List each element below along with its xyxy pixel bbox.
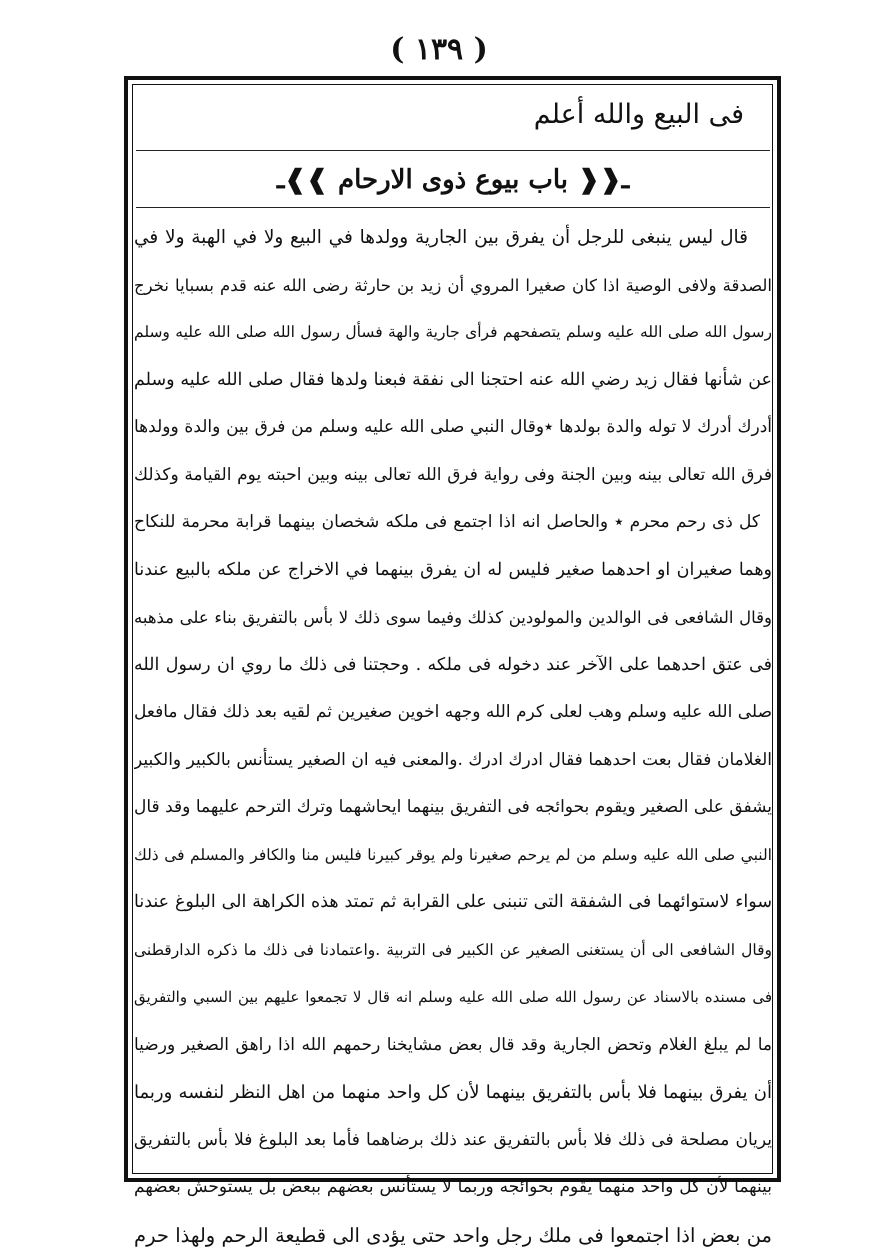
text-line: يريان مصلحة فى ذلك فلا بأس بالتفريق عند ذلك برضاهما فأما بعد البلوغ فلا بأس بالتفريق	[134, 1117, 772, 1165]
text-line: أدرك أدرك لا توله والدة بولدها ٭وقال النبي صلى الله عليه وسلم من فرق بين والدة وولدها	[134, 404, 772, 452]
text-line: كل ذى رحم محرم ٭ والحاصل انه اذا اجتمع فى ملكه شخصان بينهما قرابة محرمة للنكاح	[134, 499, 772, 547]
text-line: الغلامان فقال بعت احدهما فقال ادرك ادرك .والمعنى فيه ان الصغير يستأنس بالكبير والكبير	[134, 737, 772, 785]
text-line: قال ليس ينبغى للرجل أن يفرق بين الجارية وولدها في البيع ولا في الهبة ولا في	[134, 214, 772, 262]
text-line: سواء لاستوائهما فى الشفقة التى تنبنى على القرابة ثم تمتد هذه الكراهة الى البلوغ عندنا	[134, 879, 772, 927]
text-line: رسول الله صلى الله عليه وسلم يتصفحهم فرأى جارية والهة فسأل رسول الله صلى الله عليه وسلم	[134, 309, 772, 357]
chapter-title: باب بيوع ذوى الارحام	[338, 165, 568, 195]
text-line: صلى الله عليه وسلم وهب لعلى كرم الله وجهه اخوين صغيرين ثم لقيه بعد ذلك فقال مافعل	[134, 689, 772, 737]
text-line: وقال الشافعى فى الوالدين والمولودين كذلك وفيما سوى ذلك لا بأس بالتفريق بناء على مذهبه	[134, 594, 772, 642]
text-line: فى عتق احدهما على الآخر عند دخوله فى ملكه . وحجتنا فى ذلك ما روي ان رسول الله	[134, 642, 772, 690]
chapter-heading	[136, 154, 770, 206]
heading-top-rule	[136, 150, 770, 151]
previous-section-closing-line: فى البيع والله أعلم	[224, 90, 754, 140]
heading-bottom-rule	[136, 207, 770, 208]
text-line: يشفق على الصغير ويقوم بحوائجه فى التفريق بينهما ايحاشهما وترك الترحم عليهما وقد قال	[134, 784, 772, 832]
text-line: ما لم يبلغ الغلام وتحض الجارية وقد قال بعض مشايخنا رحمهم الله اذا راهق الصغير ورضيا	[134, 1022, 772, 1070]
text-line: الصدقة ولافى الوصية اذا كان صغيرا المروي أن زيد بن حارثة رضى الله عنه قدم بسبايا نخرج	[134, 262, 772, 310]
body-text	[134, 214, 772, 1259]
ornament-left-icon: ❱❱ـ	[277, 165, 328, 195]
text-line: من بعض اذا اجتمعوا فى ملك رجل واحد حتى يؤدى الى قطيعة الرحم ولهذا حرم	[134, 1212, 772, 1259]
text-line: عن شأنها فقال زيد رضي الله عنه احتجنا الى نفقة فبعنا ولدها فقال صلى الله عليه وسلم	[134, 357, 772, 405]
text-line: بينهما لأن كل واحد منهما يقوم بحوائجه وربما لا يستأنس بعضهم ببعض بل يستوحش بعضهم	[134, 1164, 772, 1212]
text-line: فرق الله تعالى بينه وبين الجنة وفى رواية فرق الله تعالى بينه وبين احبته يوم القيامة وكذلك	[134, 452, 772, 500]
page-number: ( ١٣٩ )	[0, 30, 878, 70]
text-line: فى مسنده بالاسناد عن رسول الله صلى الله عليه وسلم انه قال لا تجمعوا عليهم بين السبي والتفريق	[134, 974, 772, 1022]
text-line: وقال الشافعى الى أن يستغنى الصغير عن الكبير فى التربية .واعتمادنا فى ذلك ما ذكره الدارقطنى	[134, 927, 772, 975]
ornament-right-icon: ـ❰❰	[578, 165, 629, 195]
text-line: النبي صلى الله عليه وسلم من لم يرحم صغيرنا ولم يوقر كبيرنا فليس منا والكافر والمسلم فى ذلك	[134, 832, 772, 880]
text-line: وهما صغيران او احدهما صغير فليس له ان يفرق بينهما في الاخراج عن ملكه بالبيع عندنا	[134, 547, 772, 595]
text-line: أن يفرق بينهما فلا بأس بالتفريق بينهما لأن كل واحد منهما من اهل النظر لنفسه وربما	[134, 1069, 772, 1117]
